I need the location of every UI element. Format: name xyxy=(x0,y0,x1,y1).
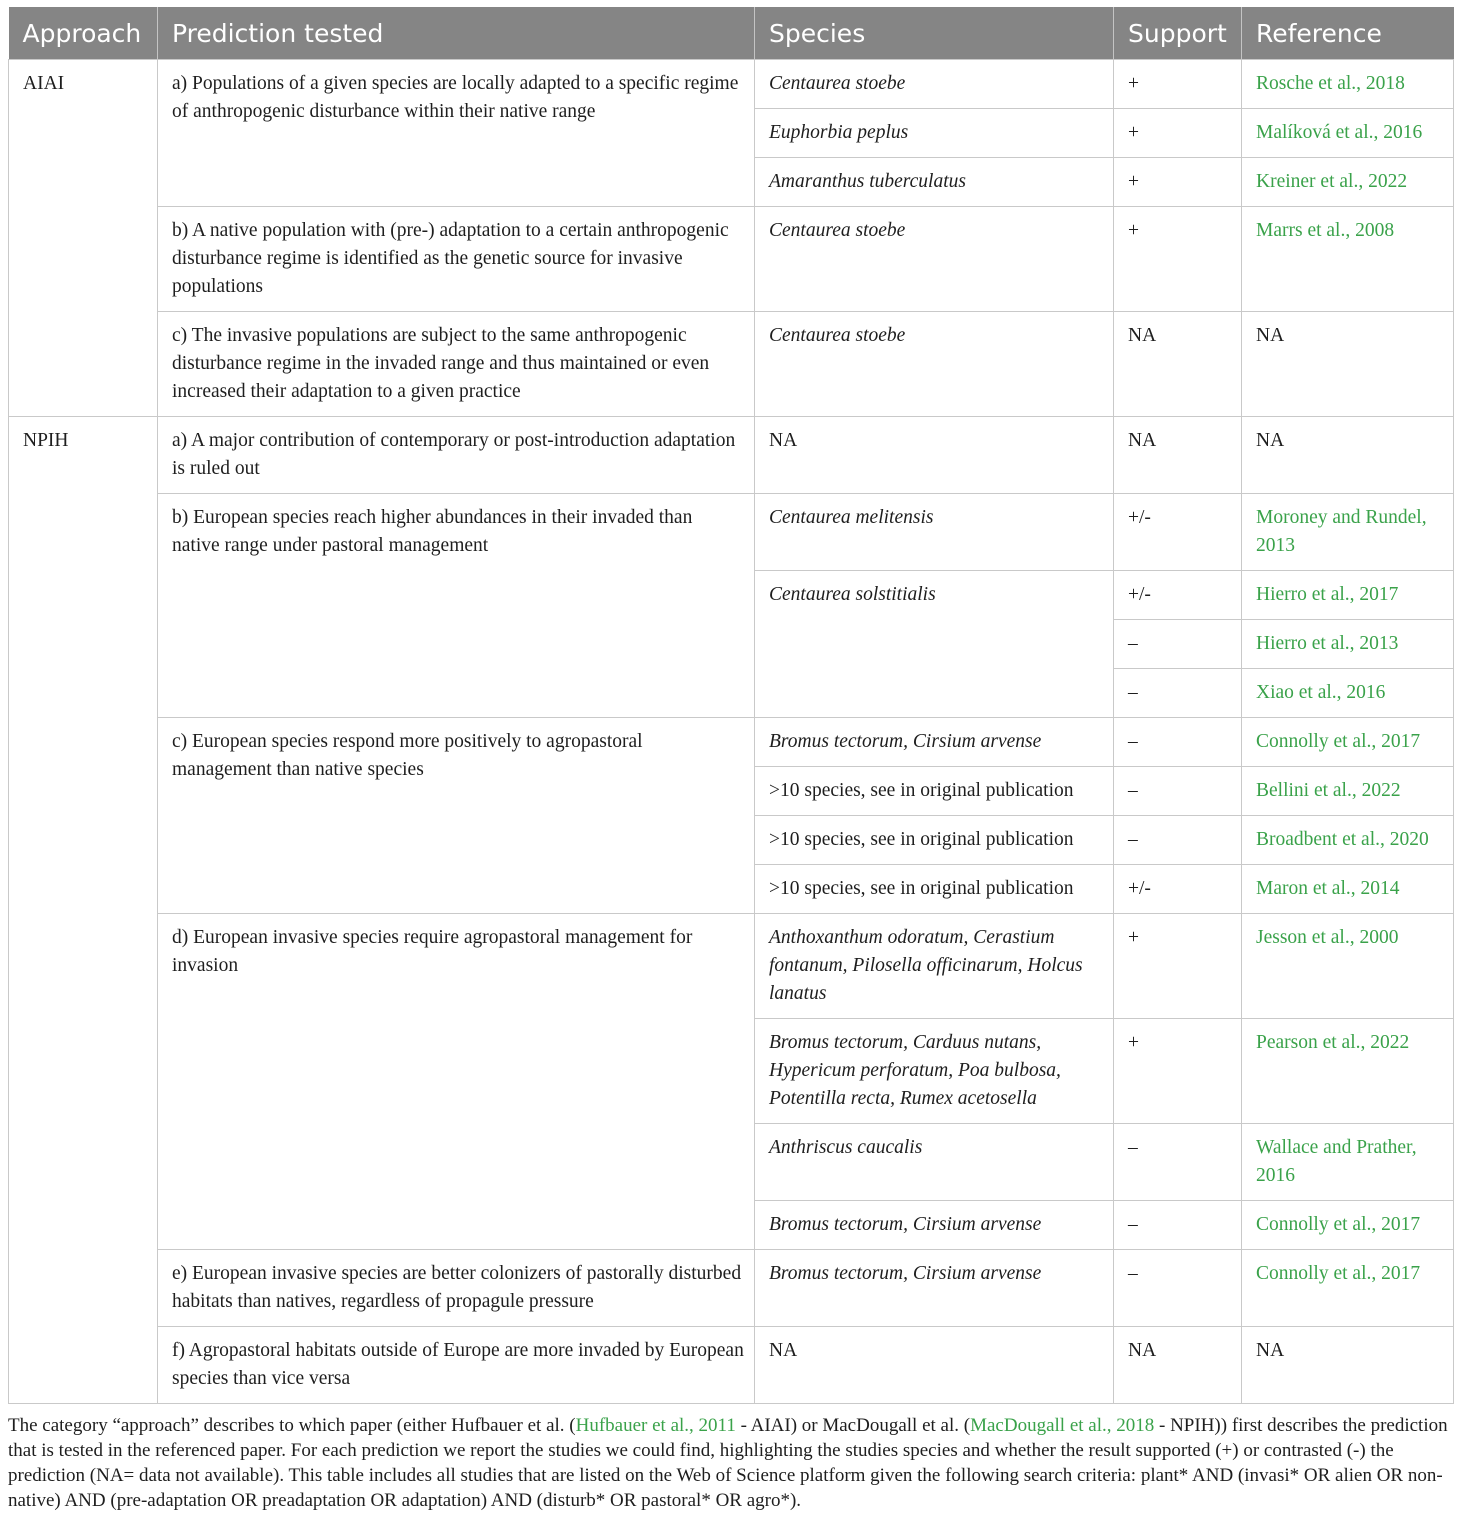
reference-link[interactable]: Kreiner et al., 2022 xyxy=(1242,158,1454,207)
reference-cell: NA xyxy=(1242,312,1454,417)
prediction-cell: c) The invasive populations are subject to the same anthropogenic disturbance regime in the invaded range and thus maintained or even increased their adaptation to a given practice xyxy=(158,312,755,417)
table-row xyxy=(9,417,1454,494)
support-cell: – xyxy=(1114,669,1242,718)
col-header-prediction: Prediction tested xyxy=(158,7,755,60)
predictions-table xyxy=(8,7,1454,1404)
reference-link[interactable]: Moroney and Rundel, 2013 xyxy=(1242,494,1454,571)
footnote-text: - AIAI) or MacDougall et al. ( xyxy=(735,1415,971,1436)
species-cell: NA xyxy=(755,417,1114,494)
species-cell: Bromus tectorum, Cirsium arvense xyxy=(755,1201,1114,1250)
support-cell: + xyxy=(1114,914,1242,1019)
table-header xyxy=(9,7,1454,60)
reference-link[interactable]: Connolly et al., 2017 xyxy=(1242,718,1454,767)
species-cell: Centaurea stoebe xyxy=(755,312,1114,417)
prediction-cell: a) A major contribution of contemporary or post-introduction adaptation is ruled out xyxy=(158,417,755,494)
table-row xyxy=(9,60,1454,109)
species-cell: Euphorbia peplus xyxy=(755,109,1114,158)
species-cell: NA xyxy=(755,1327,1114,1404)
table-row xyxy=(9,914,1454,1019)
col-header-species: Species xyxy=(755,7,1114,60)
prediction-cell: b) European species reach higher abundances in their invaded than native range under pastoral management xyxy=(158,494,755,718)
support-cell: – xyxy=(1114,1124,1242,1201)
species-cell: >10 species, see in original publication xyxy=(755,767,1114,816)
support-cell: NA xyxy=(1114,417,1242,494)
table-row xyxy=(9,494,1454,571)
footnote-link-macdougall[interactable]: MacDougall et al., 2018 xyxy=(970,1415,1155,1436)
species-cell: Centaurea stoebe xyxy=(755,207,1114,312)
footnote-text: The category “approach” describes to which paper (either Hufbauer et al. ( xyxy=(8,1415,576,1436)
support-cell: NA xyxy=(1114,312,1242,417)
header-row xyxy=(9,7,1454,60)
support-cell: – xyxy=(1114,816,1242,865)
table-row xyxy=(9,207,1454,312)
species-cell: Centaurea solstitialis xyxy=(755,571,1114,718)
col-header-approach: Approach xyxy=(9,7,158,60)
col-header-reference: Reference xyxy=(1242,7,1454,60)
col-header-support: Support xyxy=(1114,7,1242,60)
species-cell: Bromus tectorum, Carduus nutans, Hypericum perforatum, Poa bulbosa, Potentilla recta, Rumex acetosella xyxy=(755,1019,1114,1124)
support-cell: – xyxy=(1114,718,1242,767)
support-cell: + xyxy=(1114,158,1242,207)
reference-cell: NA xyxy=(1242,1327,1454,1404)
support-cell: + xyxy=(1114,109,1242,158)
footnote-link-hufbauer[interactable]: Hufbauer et al., 2011 xyxy=(575,1415,736,1436)
reference-link[interactable]: Jesson et al., 2000 xyxy=(1242,914,1454,1019)
support-cell: – xyxy=(1114,620,1242,669)
support-cell: + xyxy=(1114,60,1242,109)
approach-cell: NPIH xyxy=(9,417,158,1404)
support-cell: + xyxy=(1114,1019,1242,1124)
reference-link[interactable]: Connolly et al., 2017 xyxy=(1242,1201,1454,1250)
prediction-cell: c) European species respond more positively to agropastoral management than native species xyxy=(158,718,755,914)
reference-link[interactable]: Malíková et al., 2016 xyxy=(1242,109,1454,158)
footnote-text: - NPIH)) first describes the prediction that is tested in the referenced paper. For each prediction we report the studies we could find, highlighting the studies species and whether the result supported (+) or contrasted (-) the prediction (NA= data not available). This table includes all studies that are listed on the Web of Science platform given the following search criteria: plant* AND (invasi* OR alien OR non-native) AND (pre-adaptation OR preadaptation OR adaptation) AND (disturb* OR pastoral* OR agro*). xyxy=(8,1415,1448,1511)
support-cell: + xyxy=(1114,207,1242,312)
prediction-cell: b) A native population with (pre-) adaptation to a certain anthropogenic disturbance regime is identified as the genetic source for invasive populations xyxy=(158,207,755,312)
support-cell: – xyxy=(1114,1201,1242,1250)
reference-link[interactable]: Marrs et al., 2008 xyxy=(1242,207,1454,312)
reference-link[interactable]: Maron et al., 2014 xyxy=(1242,865,1454,914)
table-row xyxy=(9,1327,1454,1404)
support-cell: NA xyxy=(1114,1327,1242,1404)
table-row xyxy=(9,312,1454,417)
species-cell: >10 species, see in original publication xyxy=(755,816,1114,865)
approach-cell: AIAI xyxy=(9,60,158,417)
species-cell: Centaurea melitensis xyxy=(755,494,1114,571)
support-cell: – xyxy=(1114,1250,1242,1327)
species-cell: Amaranthus tuberculatus xyxy=(755,158,1114,207)
reference-link[interactable]: Hierro et al., 2017 xyxy=(1242,571,1454,620)
table-body xyxy=(9,60,1454,1404)
prediction-cell: d) European invasive species require agropastoral management for invasion xyxy=(158,914,755,1250)
support-cell: +/- xyxy=(1114,865,1242,914)
reference-link[interactable]: Rosche et al., 2018 xyxy=(1242,60,1454,109)
support-cell: +/- xyxy=(1114,571,1242,620)
prediction-cell: a) Populations of a given species are locally adapted to a specific regime of anthropogenic disturbance within their native range xyxy=(158,60,755,207)
species-cell: Anthriscus caucalis xyxy=(755,1124,1114,1201)
reference-link[interactable]: Xiao et al., 2016 xyxy=(1242,669,1454,718)
reference-link[interactable]: Wallace and Prather, 2016 xyxy=(1242,1124,1454,1201)
reference-link[interactable]: Bellini et al., 2022 xyxy=(1242,767,1454,816)
reference-link[interactable]: Broadbent et al., 2020 xyxy=(1242,816,1454,865)
table-wrapper xyxy=(8,7,1453,1404)
table-row xyxy=(9,1250,1454,1327)
species-cell: Bromus tectorum, Cirsium arvense xyxy=(755,718,1114,767)
table-row xyxy=(9,718,1454,767)
reference-link[interactable]: Hierro et al., 2013 xyxy=(1242,620,1454,669)
support-cell: – xyxy=(1114,767,1242,816)
reference-link[interactable]: Pearson et al., 2022 xyxy=(1242,1019,1454,1124)
species-cell: >10 species, see in original publication xyxy=(755,865,1114,914)
reference-link[interactable]: Connolly et al., 2017 xyxy=(1242,1250,1454,1327)
species-cell: Bromus tectorum, Cirsium arvense xyxy=(755,1250,1114,1327)
prediction-cell: e) European invasive species are better colonizers of pastorally disturbed habitats than natives, regardless of propagule pressure xyxy=(158,1250,755,1327)
species-cell: Centaurea stoebe xyxy=(755,60,1114,109)
species-cell: Anthoxanthum odoratum, Cerastium fontanum, Pilosella officinarum, Holcus lanatus xyxy=(755,914,1114,1019)
support-cell: +/- xyxy=(1114,494,1242,571)
reference-cell: NA xyxy=(1242,417,1454,494)
prediction-cell: f) Agropastoral habitats outside of Europe are more invaded by European species than vice versa xyxy=(158,1327,755,1404)
table-footnote xyxy=(8,1413,1453,1513)
